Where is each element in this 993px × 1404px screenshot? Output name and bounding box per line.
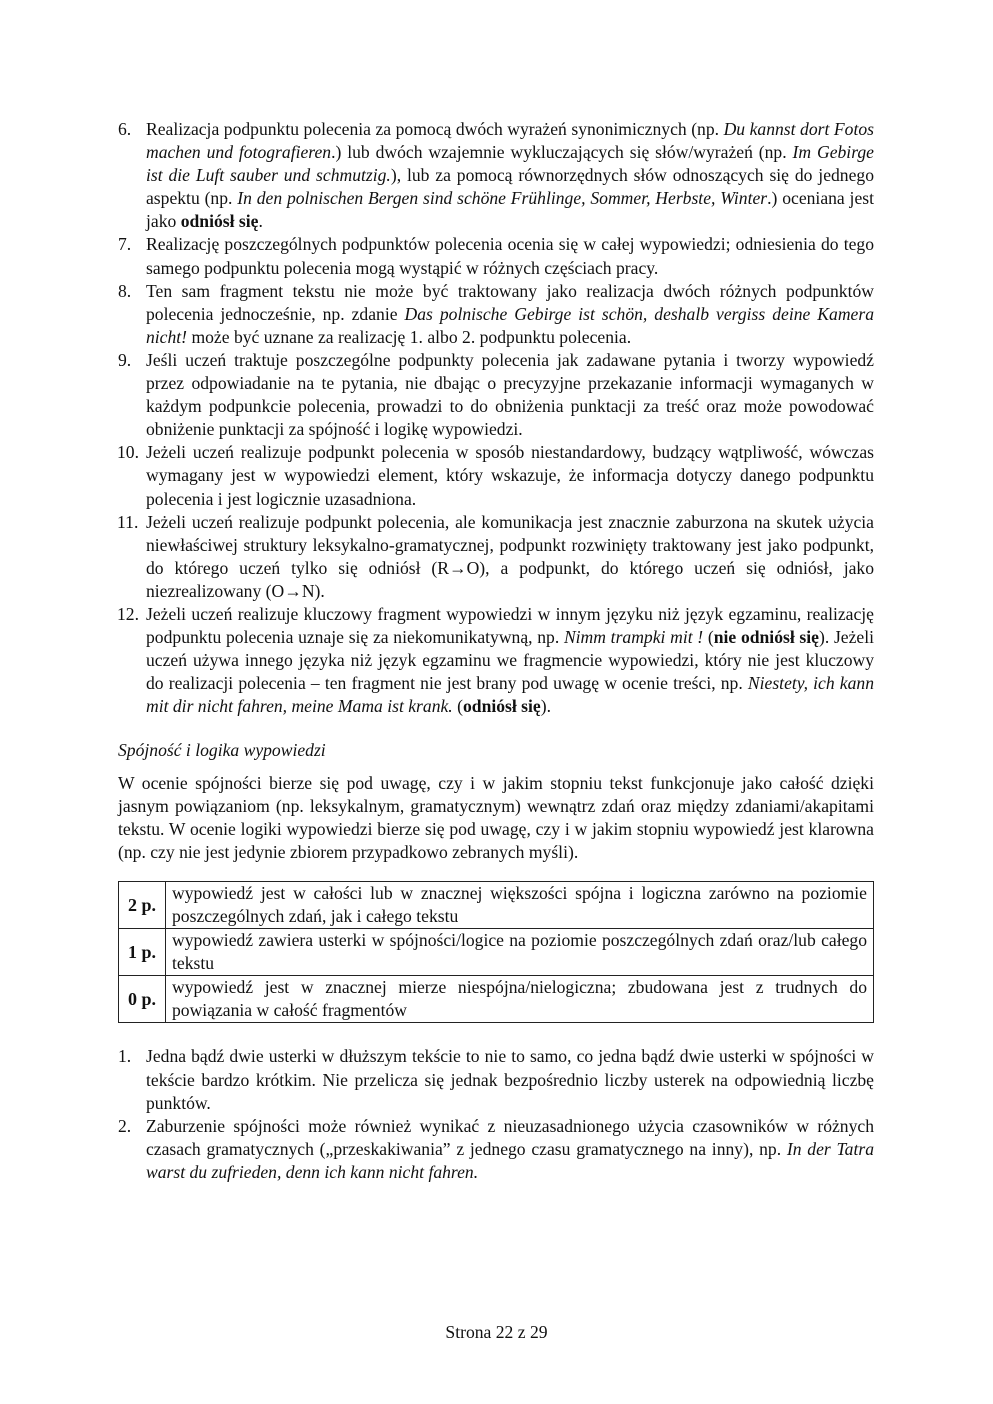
example-italic: Nimm trampki mit !	[563, 627, 704, 648]
section-paragraph: W ocenie spójności bierze się pod uwagę, czy i w jakim stopniu tekst funkcjonuje jako całość dzięki jasnym powiązaniom (np. leksykalnym, gramatycznym) wewnątrz zdań oraz między zdaniami/akapitami tekstu. W ocenie logiki wypowiedzi bierze się pod uwagę, czy i w jakim stopniu wypowiedź jest klarowna (np. czy nie jest jedynie zbiorem przypadkowo zebranych myśli).	[118, 773, 874, 863]
list-item	[118, 280, 874, 349]
text-segment: Jeżeli uczeń realizuje podpunkt polecenia w sposób niestandardowy, budzący wątpliwość, wówczas wymagany jest w wypowiedzi element, który wskazuje, że informacja dotyczy danego podpunktu polecenia i jest logicznie uzasadniona.	[146, 442, 874, 509]
section-heading: Spójność i logika wypowiedzi	[118, 740, 326, 761]
list-item-number: 12.	[117, 603, 139, 624]
list-item-number: 8.	[118, 280, 132, 301]
score-row	[119, 976, 874, 1023]
emphasis-bold: odniósł się	[180, 211, 259, 232]
score-points: 1 p.	[119, 929, 166, 976]
text-segment: Jeżeli uczeń realizuje podpunkt polecenia, ale komunikacja jest znacznie zaburzona na skutek użycia niewłaściwej struktury leksykalno-gramatycznej, podpunkt rozwinięty traktowany jest jako podpunkt, do którego uczeń tylko się odniósł (R→O), a podpunkt, do którego uczeń się odniósł, jako niezrealizowany (O→N).	[146, 511, 874, 601]
list-item	[118, 118, 874, 233]
example-italic: Das polnische Gebirge ist schön, deshalb vergiss deine Kamera nicht!	[146, 303, 874, 347]
example-italic: Niestety, ich kann mit dir nicht fahren, meine Mama ist krank.	[146, 673, 875, 717]
list-item-number: 10.	[117, 442, 139, 463]
list-item	[118, 603, 874, 718]
text-segment: Jeśli uczeń traktuje poszczególne podpunkty polecenia jak zadawane pytania i tworzy wypowiedź przez odpowiadanie na te pytania, nie dbając o precyzyjne przekazanie informacji wymaganych w każdym podpunkcie polecenia, prowadzi to do obniżenia punktacji za treść oraz może powodować obniżenie punktacji za spójność i logikę wypowiedzi.	[146, 349, 874, 440]
text-segment: Zaburzenie spójności może również wynikać z nieuzasadnionego użycia czasowników w różnych czasach gramatycznych („przeskakiwania” z jednego czasu gramatycznego na inny), np.	[146, 1115, 874, 1159]
text-segment: .) oceniana jest jako	[146, 188, 874, 232]
text-segment: ).	[540, 696, 551, 717]
score-description: wypowiedź jest w całości lub w znacznej większości spójna i logiczna zarówno na poziomie poszczególnych zdań, jak i całego tekstu	[166, 882, 874, 929]
text-segment: Jeżeli uczeń realizuje kluczowy fragment wypowiedzi w innym języku niż język egzaminu, realizację podpunktu polecenia uznaje się za niekomunikatywną, np.	[146, 603, 874, 648]
text-segment: .) lub dwóch wzajemnie wykluczających się słów/wyrażeń (np.	[331, 142, 793, 163]
score-description: wypowiedź zawiera usterki w spójności/logice na poziomie poszczególnych zdań oraz/lub całego tekstu	[166, 929, 874, 976]
text-segment: Realizacja podpunktu polecenia za pomocą dwóch wyrażeń synonimicznych (np.	[146, 119, 724, 139]
emphasis-bold: odniósł się	[462, 696, 541, 717]
text-segment: ). Jeżeli uczeń używa innego języka niż język egzaminu we fragmencie wypowiedzi, który nie jest kluczowy do realizacji polecenia – ten fragment nie jest brany pod uwagę w ocenie treści, np.	[146, 627, 874, 694]
list-item	[118, 1115, 874, 1184]
list-item	[118, 1045, 874, 1114]
list-item-number: 9.	[118, 349, 132, 370]
list-item	[118, 233, 874, 279]
list-item-number: 2.	[118, 1115, 132, 1136]
emphasis-bold: nie odniósł się	[713, 627, 819, 648]
notes-list	[118, 1045, 874, 1184]
list-item-number: 11.	[117, 511, 139, 532]
score-points: 0 p.	[119, 976, 166, 1023]
score-description: wypowiedź jest w znacznej mierze niespójna/nielogiczna; zbudowana jest z trudnych do powiązania w całość fragmentów	[166, 976, 874, 1023]
score-row	[119, 929, 874, 976]
list-item	[118, 511, 874, 603]
list-item-number: 1.	[118, 1046, 132, 1067]
list-item	[118, 441, 874, 510]
document-page	[118, 118, 874, 1184]
text-segment: ), lub za pomocą równorzędnych słów odnoszących się do jednego aspektu (np.	[146, 165, 874, 209]
list-item	[118, 349, 874, 441]
text-segment: .	[258, 211, 263, 232]
text-segment: Jedna bądź dwie usterki w dłuższym tekście to nie to samo, co jedna bądź dwie usterki w spójności w tekście bardzo krótkim. Nie przelicza się jednak bezpośrednio liczby usterek na odpowiednią liczbę punktów.	[146, 1046, 874, 1113]
score-table	[118, 881, 874, 1023]
example-italic: In der Tatra warst du zufrieden, denn ich kann nicht fahren.	[146, 1138, 874, 1182]
text-segment: (	[703, 627, 714, 648]
score-row	[119, 882, 874, 929]
page-number: Strona 22 z 29	[445, 1322, 548, 1342]
text-segment: Ten sam fragment tekstu nie może być traktowany jako realizacja dwóch różnych podpunktów polecenia jednocześnie, np. zdanie	[146, 280, 874, 324]
score-points: 2 p.	[119, 882, 166, 929]
example-italic: In den polnischen Bergen sind schöne Frühlinge, Sommer, Herbste, Winter	[237, 188, 768, 209]
example-italic: Im Gebirge ist die Luft sauber und schmutzig.	[146, 142, 874, 186]
text-segment: może być uznane za realizację 1. albo 2. podpunktu polecenia.	[187, 326, 632, 347]
example-italic: Du kannst dort Fotos machen und fotografieren	[146, 119, 874, 163]
text-segment: Realizację poszczególnych podpunktów polecenia ocenia się w całej wypowiedzi; odniesienia do tego samego podpunktu polecenia mogą wystąpić w różnych częściach pracy.	[146, 234, 874, 278]
list-item-number: 7.	[118, 234, 132, 255]
text-segment: (	[452, 696, 463, 717]
list-item-number: 6.	[118, 119, 132, 139]
rules-list	[118, 118, 874, 718]
